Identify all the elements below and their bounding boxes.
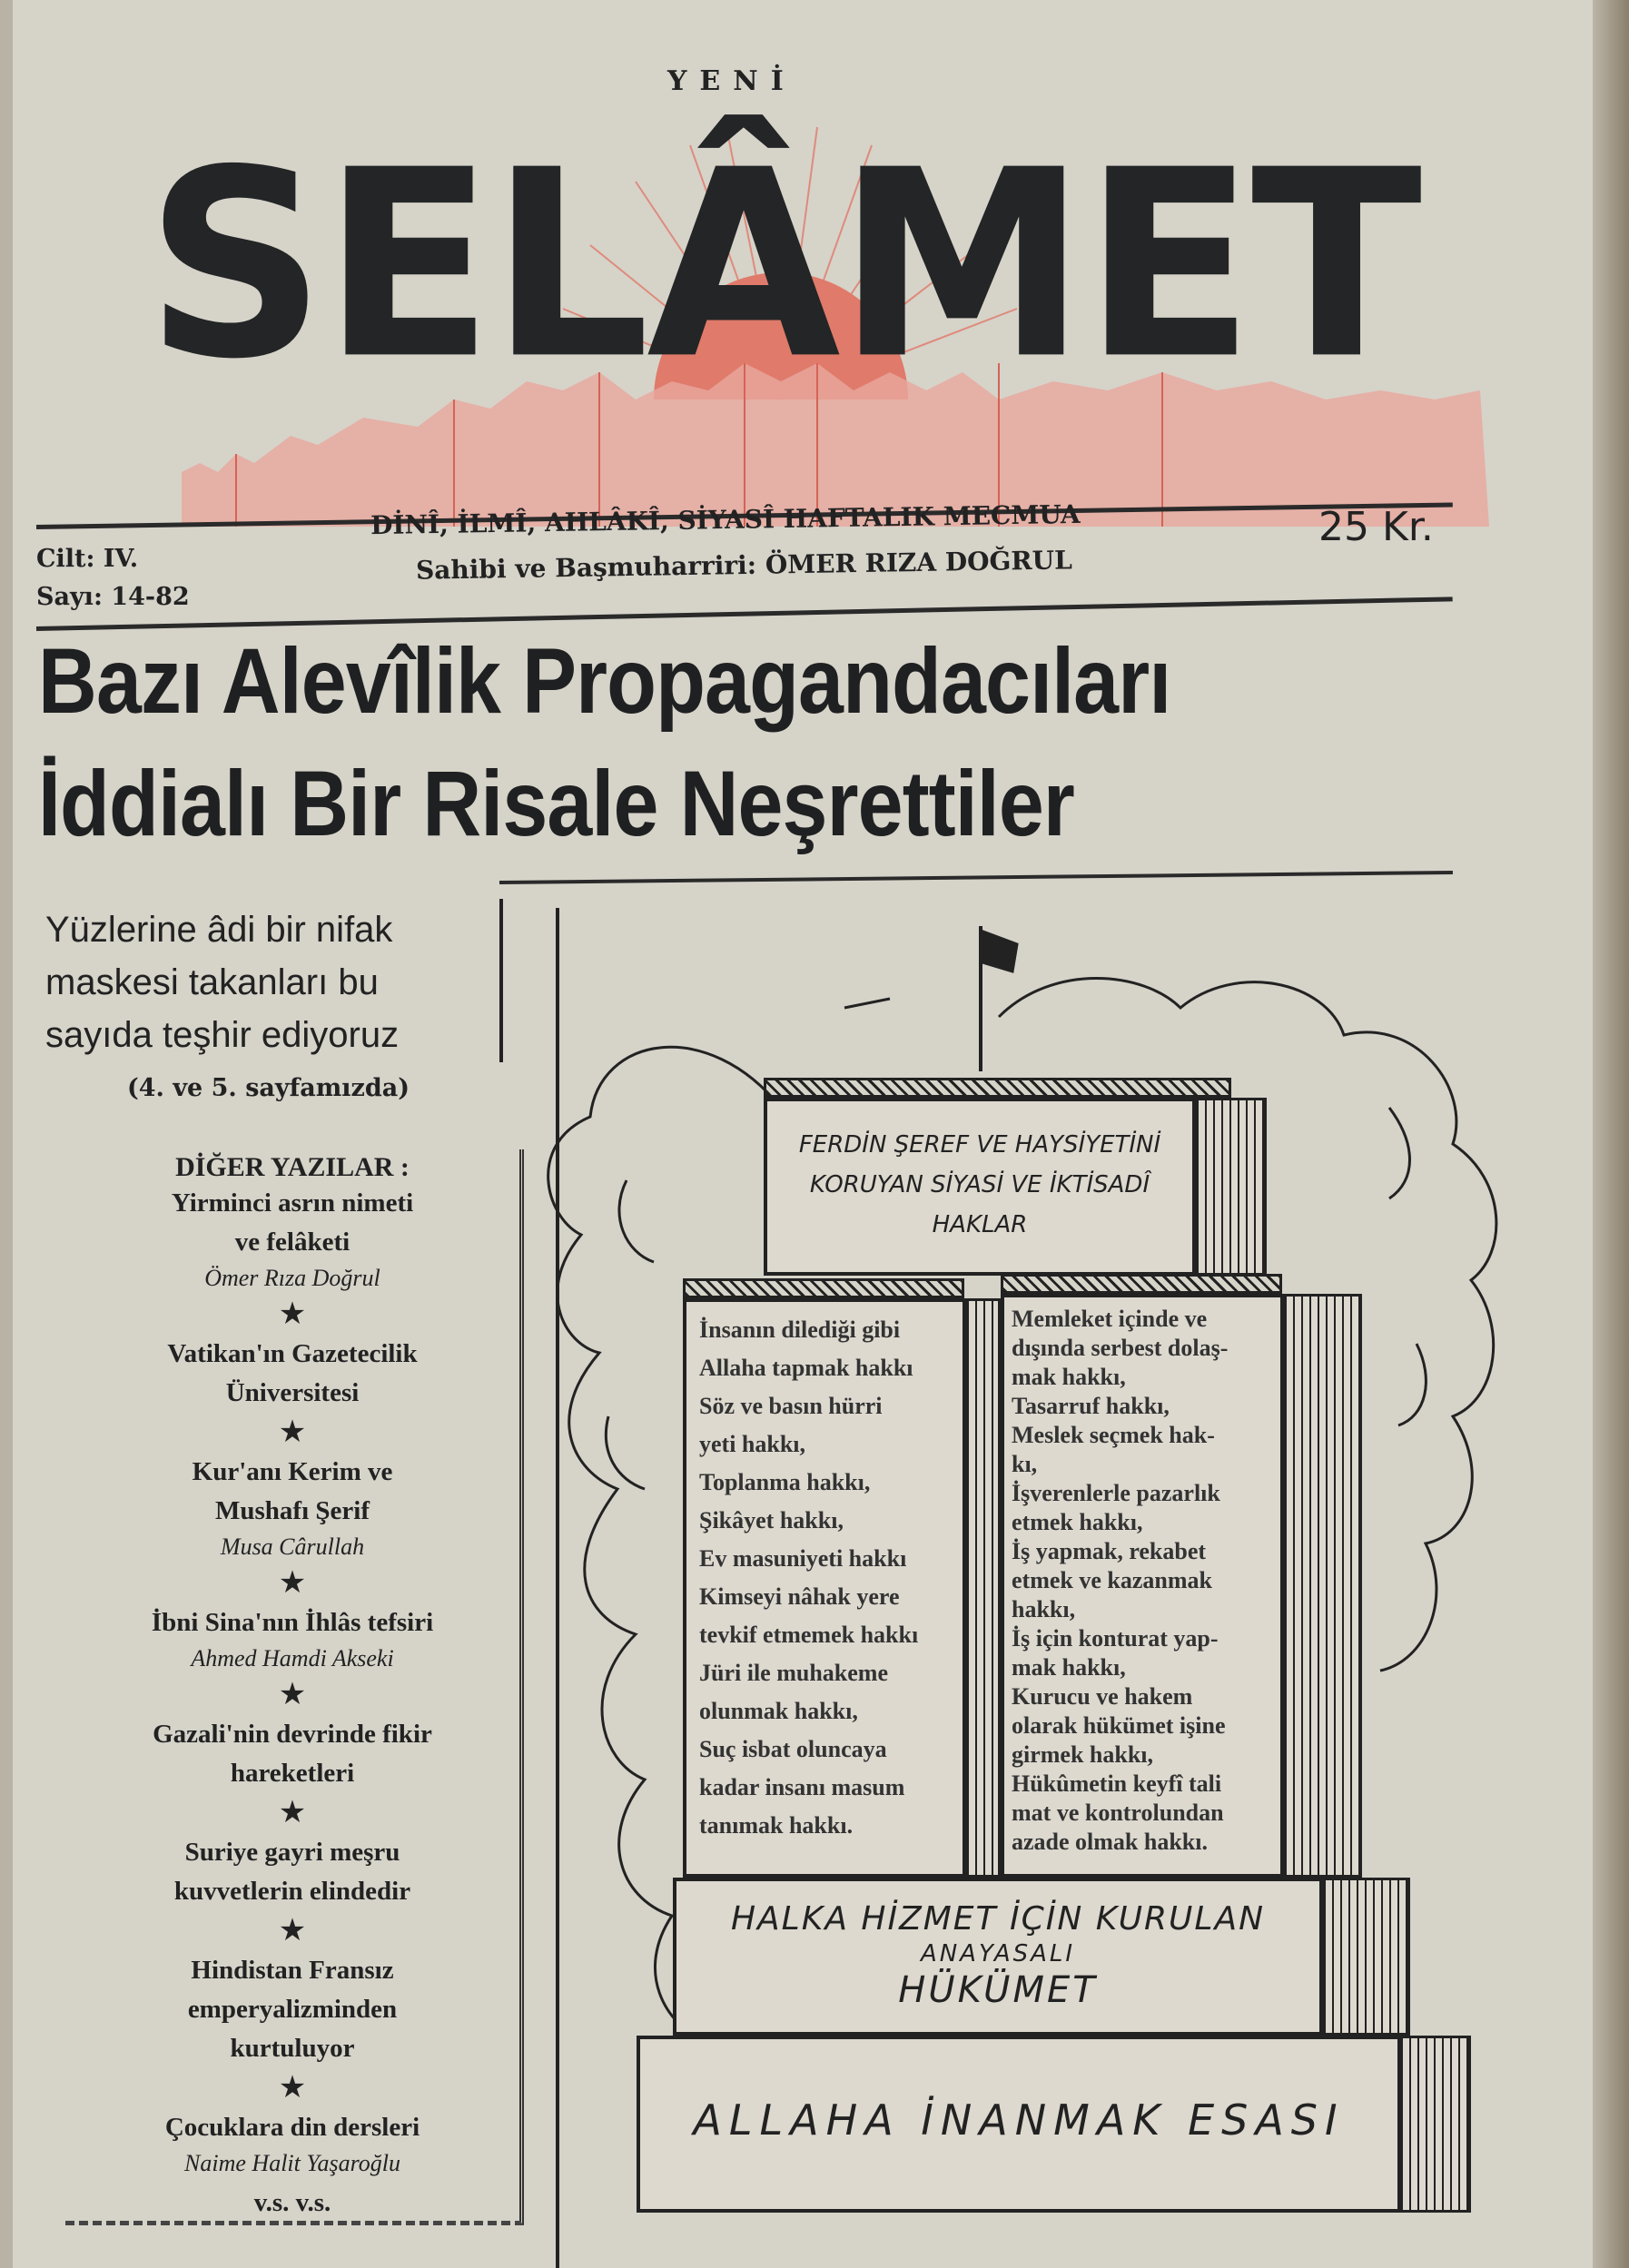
volume-label: Cilt: IV. — [36, 545, 139, 573]
right-tablet — [1001, 1294, 1284, 1878]
intro-line: Yüzlerine âdi bir nifak — [45, 910, 393, 950]
sidebar-article-author: Ahmed Hamdi Akseki — [191, 1645, 394, 1671]
middle-block-line: HÜKÜMET — [898, 1969, 1098, 2011]
sidebar-article-author: Ömer Rıza Doğrul — [204, 1265, 380, 1291]
sidebar-list — [65, 1184, 519, 2180]
other-articles-box — [65, 1149, 524, 2225]
tablet-line: etmek ve kazanmak — [1012, 1567, 1212, 1593]
tablet-line: Şikâyet hakkı, — [699, 1507, 844, 1533]
left-tablet-text — [699, 1311, 963, 1845]
tablet-line: Söz ve basın hürri — [699, 1393, 883, 1419]
sidebar-article-title: Mushafı Şerif — [215, 1496, 370, 1525]
headline-line-1: Bazı Alevîlik Propagandacıları — [38, 629, 1171, 733]
intro-line: maskesi takanları bu — [45, 962, 379, 1002]
star-separator-icon: ★ — [278, 1914, 307, 1948]
sidebar-article-title: Kur'anı Kerim ve — [192, 1457, 393, 1486]
base-block-side — [1398, 2036, 1471, 2213]
star-separator-icon: ★ — [278, 1415, 307, 1449]
sidebar-article-title: kurtuluyor — [230, 2034, 355, 2063]
tablet-line: Allaha tapmak hakkı — [699, 1355, 913, 1381]
binding-edge — [1593, 0, 1629, 2268]
tablet-line: İnsanın dilediği gibi — [699, 1316, 901, 1343]
tablet-line: azade olmak hakkı. — [1012, 1829, 1208, 1855]
frame-line — [499, 899, 503, 1062]
tablet-line: Ev masuniyeti hakkı — [699, 1545, 907, 1572]
top-block-line: FERDİN ŞEREF VE HAYSİYETİNİ — [798, 1131, 1161, 1159]
sidebar-article-title: İbni Sina'nın İhlâs tefsiri — [151, 1608, 434, 1637]
right-tablet-side — [1282, 1294, 1362, 1878]
star-separator-icon: ★ — [278, 1678, 307, 1711]
tablet-line: tevkif etmemek hakkı — [699, 1622, 919, 1648]
sidebar-article-title: Suriye gayri meşru — [184, 1838, 400, 1867]
top-block — [764, 1098, 1196, 1276]
masthead-title: SELÂMET — [145, 114, 1419, 416]
tablet-line: Hükûmetin keyfî tali — [1012, 1770, 1222, 1797]
sidebar-article-title: Üniversitesi — [225, 1378, 360, 1407]
tablet-line: kı, — [1012, 1451, 1038, 1477]
middle-block-line: HALKA HİZMET İÇİN KURULAN — [730, 1900, 1266, 1938]
tablet-line: İş için konturat yap- — [1012, 1625, 1219, 1652]
star-separator-icon: ★ — [278, 1796, 307, 1829]
intro-text — [45, 903, 499, 1061]
tablet-line: etmek hakkı, — [1012, 1509, 1143, 1535]
top-block-line: KORUYAN SİYASİ VE İKTİSADÎ — [809, 1171, 1150, 1198]
star-separator-icon: ★ — [278, 2071, 307, 2105]
sidebar-title: DİĞER YAZILAR : — [175, 1152, 410, 1182]
tablet-line: yeti hakkı, — [699, 1431, 806, 1457]
base-block-text: ALLAHA İNANMAK ESASI — [693, 2095, 1345, 2145]
middle-block-line: ANAYASALI — [920, 1940, 1076, 1967]
page-left-edge — [0, 0, 13, 2268]
star-separator-icon: ★ — [278, 1566, 307, 1600]
tablet-line: hakkı, — [1012, 1596, 1076, 1622]
tablet-line: dışında serbest dolaş- — [1012, 1335, 1229, 1361]
star-separator-icon: ★ — [278, 1297, 307, 1331]
base-block — [637, 2036, 1401, 2213]
tablet-line: mat ve kontrolundan — [1012, 1800, 1224, 1826]
sidebar-article-title: Yirminci asrın nimeti — [171, 1188, 414, 1218]
tablet-line: mak hakkı, — [1012, 1364, 1126, 1390]
tablet-line: olunmak hakkı, — [699, 1698, 858, 1724]
top-block-line: HAKLAR — [932, 1211, 1028, 1238]
sidebar-article-title: Vatikan'ın Gazetecilik — [167, 1339, 418, 1368]
tagline: DİNÎ, İLMÎ, AHLÂKÎ, SİYASÎ HAFTALIK MECMUA — [370, 498, 1081, 541]
tablet-line: İşverenlerle pazarlık — [1012, 1480, 1220, 1506]
middle-block-side — [1321, 1878, 1410, 2036]
tablet-line: Tasarruf hakkı, — [1012, 1393, 1170, 1419]
headline-rule — [499, 871, 1453, 884]
issue-label: Sayı: 14-82 — [36, 583, 190, 611]
sidebar-footer: v.s. v.s. — [253, 2188, 331, 2217]
sidebar-article-author: Naime Halit Yaşaroğlu — [184, 2150, 400, 2176]
tablet-line: Memleket içinde ve — [1012, 1306, 1208, 1332]
sidebar-article-title: hareketleri — [230, 1759, 355, 1788]
tablet-line: mak hakkı, — [1012, 1654, 1126, 1681]
sidebar-article-title: Gazali'nin devrinde fikir — [153, 1720, 432, 1749]
headline-line-2: İddialı Bir Risale Neşrettiler — [38, 752, 1074, 855]
right-tablet-hatch — [1001, 1274, 1282, 1294]
intro-page-reference: (4. ve 5. sayfamızda) — [127, 1074, 410, 1102]
tablet-line: tanımak hakkı. — [699, 1812, 854, 1839]
editor-line: Sahibi ve Başmuharriri: ÖMER RIZA DOĞRUL — [415, 545, 1073, 586]
left-tablet — [683, 1298, 966, 1878]
tablet-line: girmek hakkı, — [1012, 1741, 1154, 1768]
tablet-line: olarak hükümet işine — [1012, 1712, 1226, 1739]
middle-block — [673, 1878, 1323, 2036]
left-tablet-hatch — [683, 1278, 964, 1298]
intro-line: sayıda teşhir ediyoruz — [45, 1015, 400, 1055]
right-tablet-text — [1012, 1305, 1280, 1857]
tablet-line: İş yapmak, rekabet — [1012, 1538, 1207, 1564]
top-block-side — [1194, 1098, 1267, 1276]
tablet-line: Kurucu ve hakem — [1012, 1683, 1193, 1710]
left-tablet-side — [964, 1298, 1001, 1878]
tablet-line: kadar insanı masum — [699, 1774, 905, 1800]
sidebar-article-title: Çocuklara din dersleri — [164, 2113, 420, 2142]
masthead-prefix: YENİ — [667, 65, 796, 97]
sidebar-article-title: kuvvetlerin elindedir — [173, 1877, 411, 1906]
tablet-line: Jüri ile muhakeme — [699, 1660, 888, 1686]
price: 25 Kr. — [1318, 504, 1434, 550]
sidebar-article-title: Hindistan Fransız — [191, 1956, 394, 1985]
sidebar-article-title: ve felâketi — [234, 1228, 350, 1257]
tablet-line: Meslek seçmek hak- — [1012, 1422, 1215, 1448]
sidebar-article-author: Musa Cârullah — [220, 1533, 365, 1560]
sidebar-article-title: emperyalizminden — [187, 1995, 398, 2024]
tablet-line: Suç isbat oluncaya — [699, 1736, 887, 1762]
top-block-hatch — [764, 1078, 1231, 1098]
tablet-line: Kimseyi nâhak yere — [699, 1583, 900, 1610]
tablet-line: Toplanma hakkı, — [699, 1469, 871, 1495]
